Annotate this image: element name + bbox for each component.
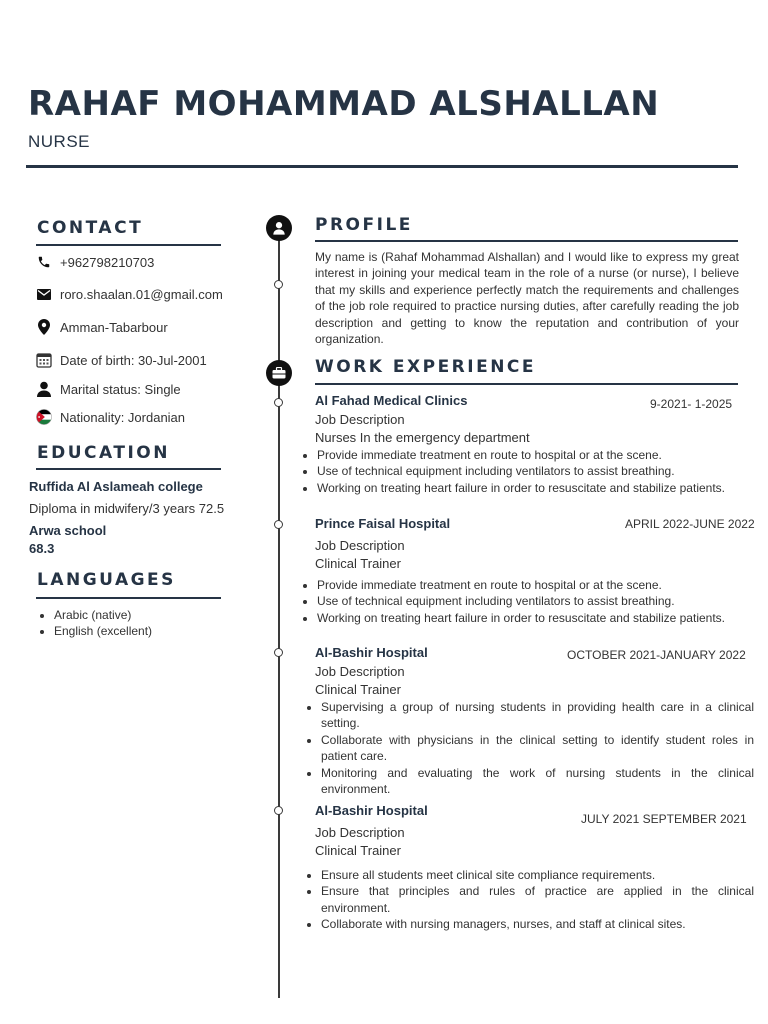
job-bullet: • Provide immediate treatment en route to hospital or at the scene.	[317, 447, 754, 463]
job-role: Clinical Trainer	[315, 682, 401, 697]
timeline-line	[278, 236, 280, 998]
candidate-title: NURSE	[28, 132, 91, 151]
job-dates: 9-2021- 1-2025	[650, 397, 733, 411]
job-description-label: Job Description	[315, 538, 405, 553]
job-description-label: Job Description	[315, 825, 405, 840]
job-bullets	[301, 577, 754, 626]
job-bullet: • Ensure all students meet clinical site compliance requirements.	[321, 867, 754, 883]
job-bullet: • Provide immediate treatment en route to hospital or at the scene.	[317, 577, 754, 593]
candidate-name: RAHAF MOHAMMAD ALSHALLAN	[28, 84, 660, 124]
job-bullet: • Use of technical equipment including ventilators to assist breathing.	[317, 463, 754, 479]
nationality-text: Nationality: Jordanian	[60, 409, 186, 425]
job-bullet: • Ensure that principles and rules of practice are applied in the clinical environment.	[321, 883, 754, 916]
job-bullets	[305, 699, 754, 797]
contact-nationality	[36, 409, 185, 425]
job-employer: Al-Bashir Hospital	[315, 645, 428, 660]
education-divider	[36, 468, 221, 470]
header-divider	[26, 165, 738, 168]
language-item: • Arabic (native)	[54, 607, 152, 623]
profile-user-icon	[266, 215, 292, 241]
location-text: Amman-Tabarbour	[60, 319, 168, 335]
education-detail-1: Diploma in midwifery/3 years 72.5	[29, 501, 225, 516]
job-description-label: Job Description	[315, 412, 405, 427]
language-item: • English (excellent)	[54, 623, 152, 639]
email-icon	[36, 286, 52, 302]
languages-divider	[36, 597, 221, 599]
contact-phone	[36, 254, 154, 270]
briefcase-icon	[266, 360, 292, 386]
job-employer: Al Fahad Medical Clinics	[315, 393, 468, 408]
phone-text: +962798210703	[60, 254, 155, 270]
job-bullets	[301, 447, 754, 496]
calendar-icon	[36, 352, 52, 368]
dob-text: Date of birth: 30-Jul-2001	[60, 352, 207, 368]
timeline-dot	[274, 280, 283, 289]
contact-email	[36, 286, 223, 302]
contact-dob	[36, 352, 207, 368]
job-dates: JULY 2021 SEPTEMBER 2021	[581, 812, 747, 826]
contact-divider	[36, 244, 221, 246]
education-school-2: Arwa school	[29, 523, 107, 538]
job-bullet: • Working on treating heart failure in order to resuscitate and stabilize patients.	[317, 480, 754, 496]
job-description-label: Job Description	[315, 664, 405, 679]
job-dates: APRIL 2022-JUNE 2022	[625, 517, 755, 531]
job-role: Nurses In the emergency department	[315, 430, 530, 445]
work-divider	[315, 383, 738, 385]
job-dates: OCTOBER 2021-JANUARY 2022	[567, 648, 746, 662]
contact-heading: CONTACT	[37, 218, 144, 238]
job-bullet: • Monitoring and evaluating the work of nursing students in the clinical environment.	[321, 765, 754, 798]
phone-icon	[36, 254, 52, 270]
location-pin-icon	[36, 319, 52, 335]
profile-heading: PROFILE	[315, 215, 413, 235]
jordan-flag-icon	[36, 409, 52, 425]
job-employer: Al-Bashir Hospital	[315, 803, 428, 818]
job-role: Clinical Trainer	[315, 843, 401, 858]
job-employer: Prince Faisal Hospital	[315, 516, 451, 531]
job-bullets	[305, 867, 754, 933]
education-heading: EDUCATION	[37, 443, 170, 463]
profile-divider	[315, 240, 738, 242]
marital-text: Marital status: Single	[60, 381, 181, 397]
job-bullet: • Supervising a group of nursing students in providing health care in a clinical setting.	[321, 699, 754, 732]
contact-location	[36, 319, 168, 335]
timeline-dot	[274, 806, 283, 815]
education-school-1: Ruffida Al Aslameah college	[29, 479, 203, 494]
job-bullet: • Working on treating heart failure in order to resuscitate and stabilize patients.	[317, 610, 754, 626]
timeline-dot	[274, 648, 283, 657]
job-bullet: • Collaborate with nursing managers, nurses, and staff at clinical sites.	[321, 916, 754, 932]
timeline-dot	[274, 398, 283, 407]
profile-text: My name is (Rahaf Mohammad Alshallan) and I would like to express my great interest in joining your medical team in the role of a nurse (or nurse), I believe that my skills and experience perfectly match the requirements and challenges of the job role required to practice nursing duties, after carefully reading the job description and getting to know the reputation and contribution of your organization.	[315, 250, 739, 347]
job-bullet: • Collaborate with physicians in the clinical setting to identify student roles in patient care.	[321, 732, 754, 765]
job-bullet: • Use of technical equipment including ventilators to assist breathing.	[317, 593, 754, 609]
person-icon	[36, 381, 52, 397]
work-heading: WORK EXPERIENCE	[315, 357, 537, 377]
contact-marital	[36, 381, 181, 397]
job-role: Clinical Trainer	[315, 556, 401, 571]
languages-heading: LANGUAGES	[37, 570, 176, 590]
email-text: roro.shaalan.01@gmail.com	[60, 286, 223, 302]
languages-list	[38, 607, 152, 639]
timeline-dot	[274, 520, 283, 529]
education-detail-2: 68.3	[29, 541, 55, 556]
